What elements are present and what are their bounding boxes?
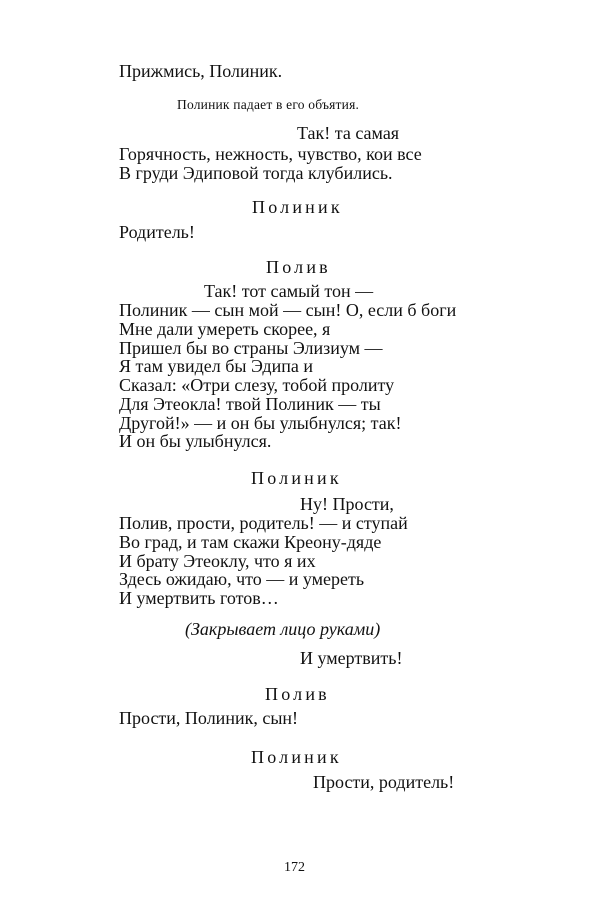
verse-line: Горячность, нежность, чувство, кои все xyxy=(119,144,422,164)
speaker-name: Полиник xyxy=(251,747,342,767)
stage-direction: (Закрывает лицо руками) xyxy=(185,619,381,639)
verse-line: И он бы улыбнулся. xyxy=(119,431,272,451)
verse-line: Пришел бы во страны Элизиум — xyxy=(119,338,383,358)
verse-line: Для Этеокла! твой Полиник — ты xyxy=(119,394,381,414)
verse-line: Так! та самая xyxy=(297,123,400,143)
speaker-name: Полиник xyxy=(252,197,343,217)
speaker-name: Полиник xyxy=(251,468,342,488)
verse-line: И умертвить готов… xyxy=(119,588,279,608)
page-number: 172 xyxy=(284,860,305,875)
verse-line: И брату Этеоклу, что я их xyxy=(119,551,316,571)
speaker-name: Полив xyxy=(265,684,330,704)
verse-line: Прости, родитель! xyxy=(313,772,455,792)
verse-line: И умертвить! xyxy=(300,648,403,668)
verse-line: Полиник — сын мой — сын! О, если б боги xyxy=(119,300,457,320)
verse-line: Полив, прости, родитель! — и ступай xyxy=(119,513,408,533)
verse-line: Здесь ожидаю, что — и умереть xyxy=(119,569,365,589)
verse-line: Сказал: «Отри слезу, тобой пролиту xyxy=(119,375,395,395)
speaker-name: Полив xyxy=(266,257,331,277)
verse-line: Ну! Прости, xyxy=(300,494,394,514)
verse-line: Так! тот самый тон — xyxy=(204,281,374,301)
verse-line: Прости, Полиник, сын! xyxy=(119,708,299,728)
verse-line: Во град, и там скажи Креону-дяде xyxy=(119,532,382,552)
verse-line: Другой!» — и он бы улыбнулся; так! xyxy=(119,413,402,433)
verse-line: Прижмись, Полиник. xyxy=(119,61,283,81)
verse-line: Я там увидел бы Эдипа и xyxy=(119,356,313,376)
verse-line: Родитель! xyxy=(119,222,195,242)
verse-line: Мне дали умереть скорее, я xyxy=(119,319,331,339)
stage-direction: Полиник падает в его объятия. xyxy=(177,97,360,112)
verse-line: В груди Эдиповой тогда клубились. xyxy=(119,163,393,183)
